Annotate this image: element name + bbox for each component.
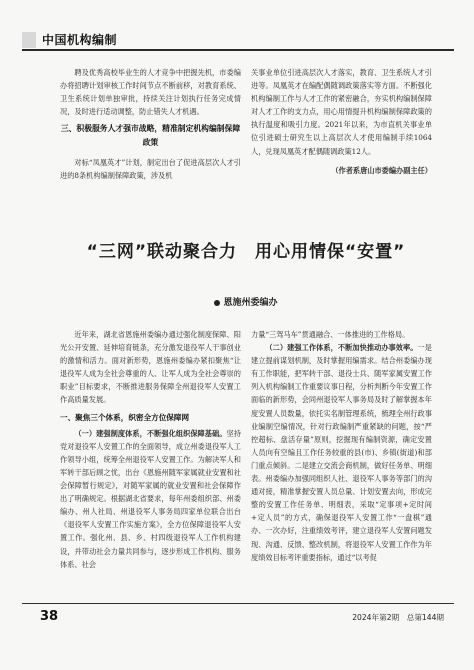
footer-rule xyxy=(22,603,454,604)
article-title: “三网”联动聚合力 用心用情保“安置” xyxy=(86,242,406,262)
author-note: （作者系唐山市委编办副主任） xyxy=(331,165,432,175)
section-title: 中国机构编制 xyxy=(42,33,118,47)
page-number: 38 xyxy=(40,609,59,624)
page-header xyxy=(22,30,454,52)
byline xyxy=(60,295,432,308)
header-rule xyxy=(22,49,454,51)
subheading: 三、积极服务人才强市战略，精准制定机构编制保障政策 xyxy=(60,124,241,148)
paragraph: 聘及优秀高校毕业生的人才竞争中把握先机，市委编办将招聘计划审核工作时间节点不断前移，对教育系统、卫生系统计划单独审批，持续关注计划执行任务完成情况，及时进行适动调整，防止错失人才机遇。 xyxy=(60,68,241,117)
subsection-lead: （二）建强工作体系，不断加快推动办事效率。 xyxy=(265,343,418,353)
paragraph: 近年来，湖北省恩施州委编办通过强化制度保障、阳光公开安置、延伸培育链条，充分激发退役军人干事创业的激情和活力。面对新形势，恩施州委编办紧扣聚焦“让退役军人成为全社会尊重的人、让军人成为全社会尊崇的职业”目标要求，不断推进服务保障全州退役军人安置工作高质量发展。 xyxy=(60,330,241,405)
author: 恩施州委编办 xyxy=(223,298,278,308)
top-left-column xyxy=(60,66,241,183)
subsection-body: 一是建立提前谋划机制，及时掌握用编需求。结合州委编办现有工作职能，把军转干部、退役士兵、随军家属安置工作列入机构编制工作重要议事日程，分析判断今年安置工作面临的新形势，会同州退役军人事务局及时了解掌握本年度安置人员数量，依托实名制管理系统，梳理全州行政事业编制空编情况，针对行政编制严重紧缺的问题，按“严控超标、盘活存量”原则，挖掘现有编制资源，确定安置人员向有空编且工作任务较重的县(市)、乡镇(街道)和部门重点倾斜。二是建立交流会商机制，做好任务单、明细表。州委编办加强同组织人社、退役军人事务等部门的沟通对接，精准掌握安置人员总量、计划安置去向，形成完整的安置工作任务单、明细表，采取“定事项+定时间+定人员”的方式，确保退役军人安置工作“一盘棋”通办、一次办好，注重绩效考评，建立退役军人安置问题发现、沟通、反馈、整改机制，将退役军人安置工作作为年度绩效目标考评重要指标，通过“以考促 xyxy=(251,343,432,562)
article-title-block xyxy=(60,237,432,262)
subsection-lead: （一）建强制度体系，不断强化组织保障基础。 xyxy=(74,428,227,438)
bottom-left-column xyxy=(60,328,241,571)
paragraph xyxy=(251,341,432,564)
subsection-body: 坚持党对退役军人安置工作的全面领导，成立州委退役军人工作领导小组，统筹全州退役军人安置工作。为解决军人和军转干部后顾之忧，出台《恩施州随军家属就业安置和社会保障暂行规定》，对随军家属的就业安置和社会保障作出了明确规定。根据湖北省要求，每年州委组织部、州委编办、州人社局、州退役军人事务局四家单位联合出台《退役军人安置工作实施方案》，全方位保障退役军人安置工作。强化州、县、乡、村四级退役军人工作机构建设，并带动社会力量共同参与，逐步形成工作机构、服务体系、社会 xyxy=(60,428,241,569)
paragraph: 力量“三驾马车”贯通融合、一体推进的工作格局。 xyxy=(251,330,410,339)
section-heading: 一、聚焦三个体系，织密全方位保障网 xyxy=(60,412,190,422)
paragraph xyxy=(60,427,241,571)
bottom-right-column xyxy=(251,328,432,564)
paragraph: 对标“凤凰英才”计划，制定出台了促进高层次人才引进的8条机构编制保障政策，涉及机 xyxy=(60,158,241,181)
issue-info: 2024年第2期 总第144期 xyxy=(352,613,444,622)
header-marker xyxy=(22,32,36,48)
paragraph: 关事业单位引进高层次人才落实，教育、卫生系统人才引进等。凤凰英才在编配偶随调政策落实等方面。不断强化机构编制工作与人才工作的紧密融合，夯实机构编制保障对人才工作的支力点，用心用情提升机构编制保障政策的执行温度和吸引力度。2021年以来，为市直机关事业单位引进硕士研究生以上高层次人才使用编制手续1064人，兑现凤凰英才配偶随调政策12人。 xyxy=(251,68,432,156)
bullet-icon xyxy=(214,300,220,306)
top-right-column xyxy=(251,66,432,177)
